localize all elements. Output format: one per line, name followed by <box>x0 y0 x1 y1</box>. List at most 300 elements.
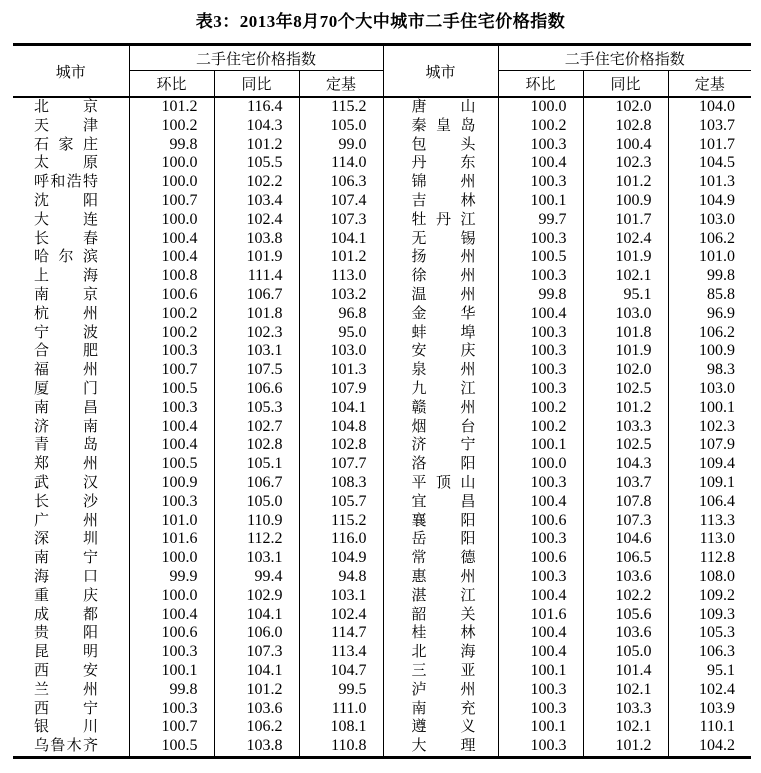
city-cell-text: 锦 州 <box>411 174 476 191</box>
city-cell-text: 西 安 <box>34 662 98 679</box>
base-cell: 106.3 <box>299 173 383 192</box>
mom-cell: 100.2 <box>129 305 214 324</box>
base-cell: 104.1 <box>299 399 383 418</box>
city-cell <box>383 399 498 418</box>
mom-cell: 100.0 <box>129 154 214 173</box>
city-cell-text: 呼 和 浩 特 <box>34 174 98 191</box>
base-cell: 85.8 <box>668 286 751 305</box>
mom-cell: 100.3 <box>498 568 583 587</box>
base-cell: 105.7 <box>299 493 383 512</box>
yoy-cell: 100.4 <box>583 136 668 155</box>
city-cell <box>383 136 498 155</box>
city-cell-text: 银 川 <box>34 719 98 736</box>
mom-cell: 100.4 <box>498 643 583 662</box>
mom-cell: 101.0 <box>129 512 214 531</box>
mom-cell: 100.4 <box>129 436 214 455</box>
mom-cell: 100.4 <box>498 154 583 173</box>
city-cell <box>13 324 129 343</box>
table-header <box>13 45 751 98</box>
city-cell <box>13 587 129 606</box>
city-cell-text: 济 南 <box>34 418 98 435</box>
city-cell-text: 天 津 <box>34 117 98 134</box>
city-cell-text: 南 京 <box>34 286 98 303</box>
base-cell: 103.0 <box>668 211 751 230</box>
mom-cell: 99.8 <box>129 136 214 155</box>
base-cell: 115.2 <box>299 512 383 531</box>
city-cell <box>13 117 129 136</box>
yoy-cell: 104.3 <box>214 117 299 136</box>
yoy-cell: 102.8 <box>214 436 299 455</box>
yoy-cell: 105.5 <box>214 154 299 173</box>
city-cell <box>383 342 498 361</box>
city-cell-text: 唐 山 <box>411 99 476 115</box>
yoy-cell: 106.7 <box>214 474 299 493</box>
city-cell <box>383 192 498 211</box>
city-cell <box>13 211 129 230</box>
base-cell: 110.1 <box>668 718 751 737</box>
mom-cell: 101.6 <box>129 530 214 549</box>
city-cell <box>383 154 498 173</box>
yoy-cell: 107.3 <box>583 512 668 531</box>
yoy-cell: 110.9 <box>214 512 299 531</box>
table-row <box>13 305 751 324</box>
base-cell: 104.9 <box>299 549 383 568</box>
city-cell <box>13 136 129 155</box>
yoy-cell: 101.2 <box>214 136 299 155</box>
mom-cell: 100.5 <box>129 455 214 474</box>
mom-cell: 101.6 <box>498 606 583 625</box>
city-cell-text: 牡 丹 江 <box>411 211 476 228</box>
city-cell <box>383 173 498 192</box>
city-cell-text: 海 口 <box>34 568 98 585</box>
city-cell-text: 哈 尔 滨 <box>34 249 98 266</box>
table-row <box>13 173 751 192</box>
mom-cell: 100.4 <box>129 606 214 625</box>
city-cell <box>383 549 498 568</box>
base-cell: 103.9 <box>668 700 751 719</box>
yoy-cell: 103.4 <box>214 192 299 211</box>
yoy-cell: 101.4 <box>583 662 668 681</box>
table-row <box>13 361 751 380</box>
mom-cell: 100.3 <box>129 399 214 418</box>
city-cell-text: 兰 州 <box>34 681 98 698</box>
table-row <box>13 154 751 173</box>
city-cell <box>13 399 129 418</box>
table-row <box>13 493 751 512</box>
city-cell-text: 泸 州 <box>411 681 476 698</box>
table-row <box>13 568 751 587</box>
city-cell-text: 韶 关 <box>411 606 476 623</box>
yoy-cell: 102.0 <box>583 361 668 380</box>
city-cell-text: 济 宁 <box>411 437 476 454</box>
table-row <box>13 700 751 719</box>
mom-cell: 99.8 <box>498 286 583 305</box>
col-header-base-left: 定基 <box>299 71 383 98</box>
price-index-table <box>13 43 751 759</box>
base-cell: 95.0 <box>299 324 383 343</box>
table-row <box>13 436 751 455</box>
yoy-cell: 106.0 <box>214 624 299 643</box>
city-cell <box>383 211 498 230</box>
base-cell: 104.5 <box>668 154 751 173</box>
table-row <box>13 530 751 549</box>
mom-cell: 100.7 <box>129 361 214 380</box>
city-cell <box>13 568 129 587</box>
mom-cell: 100.8 <box>129 267 214 286</box>
city-cell-text: 惠 州 <box>411 568 476 585</box>
col-header-city-left-label: 城市 <box>55 64 86 81</box>
city-cell <box>383 700 498 719</box>
city-cell-text: 成 都 <box>34 606 98 623</box>
yoy-cell: 103.7 <box>583 474 668 493</box>
yoy-cell: 104.1 <box>214 662 299 681</box>
city-cell-text: 平 顶 山 <box>411 474 476 491</box>
mom-cell: 100.3 <box>498 380 583 399</box>
city-cell-text: 长 沙 <box>34 493 98 510</box>
base-cell: 99.8 <box>668 267 751 286</box>
yoy-cell: 102.3 <box>583 154 668 173</box>
base-cell: 101.0 <box>668 248 751 267</box>
mom-cell: 100.3 <box>498 700 583 719</box>
city-cell-text: 北 海 <box>411 644 476 661</box>
city-cell <box>383 474 498 493</box>
mom-cell: 100.3 <box>498 342 583 361</box>
city-cell-text: 武 汉 <box>34 474 98 491</box>
yoy-cell: 103.6 <box>214 700 299 719</box>
yoy-cell: 107.5 <box>214 361 299 380</box>
yoy-cell: 102.4 <box>583 230 668 249</box>
yoy-cell: 103.3 <box>583 418 668 437</box>
base-cell: 107.7 <box>299 455 383 474</box>
mom-cell: 100.2 <box>498 399 583 418</box>
mom-cell: 100.1 <box>498 436 583 455</box>
table-row <box>13 248 751 267</box>
city-cell-text: 大 连 <box>34 211 98 228</box>
city-cell-text: 厦 门 <box>34 380 98 397</box>
table-row <box>13 211 751 230</box>
yoy-cell: 102.3 <box>214 324 299 343</box>
yoy-cell: 105.3 <box>214 399 299 418</box>
mom-cell: 100.3 <box>129 700 214 719</box>
yoy-cell: 103.6 <box>583 624 668 643</box>
city-cell-text: 长 春 <box>34 230 98 247</box>
city-cell-text: 乌 鲁 木 齐 <box>34 738 98 755</box>
city-cell <box>383 436 498 455</box>
city-cell <box>13 192 129 211</box>
city-cell-text: 吉 林 <box>411 192 476 209</box>
yoy-cell: 106.7 <box>214 286 299 305</box>
city-cell <box>13 436 129 455</box>
base-cell: 109.2 <box>668 587 751 606</box>
mom-cell: 100.3 <box>498 474 583 493</box>
base-cell: 103.7 <box>668 117 751 136</box>
yoy-cell: 102.1 <box>583 681 668 700</box>
table-row <box>13 136 751 155</box>
table-row <box>13 455 751 474</box>
city-cell-text: 湛 江 <box>411 587 476 604</box>
city-cell-text: 广 州 <box>34 512 98 529</box>
mom-cell: 100.3 <box>498 136 583 155</box>
base-cell: 109.1 <box>668 474 751 493</box>
city-cell-text: 岳 阳 <box>411 531 476 548</box>
city-cell <box>383 681 498 700</box>
yoy-cell: 102.8 <box>583 117 668 136</box>
city-cell <box>383 117 498 136</box>
city-cell <box>383 286 498 305</box>
base-cell: 94.8 <box>299 568 383 587</box>
col-header-index-left <box>129 45 383 71</box>
base-cell: 98.3 <box>668 361 751 380</box>
yoy-cell: 101.2 <box>583 399 668 418</box>
yoy-cell: 101.8 <box>583 324 668 343</box>
table-row <box>13 267 751 286</box>
city-cell <box>13 606 129 625</box>
yoy-cell: 102.7 <box>214 418 299 437</box>
mom-cell: 100.4 <box>498 305 583 324</box>
city-cell-text: 深 圳 <box>34 531 98 548</box>
table-row <box>13 681 751 700</box>
city-cell <box>13 455 129 474</box>
mom-cell: 100.3 <box>498 230 583 249</box>
base-cell: 99.5 <box>299 681 383 700</box>
mom-cell: 100.1 <box>498 192 583 211</box>
base-cell: 102.3 <box>668 418 751 437</box>
yoy-cell: 112.2 <box>214 530 299 549</box>
mom-cell: 100.4 <box>498 624 583 643</box>
base-cell: 104.1 <box>299 230 383 249</box>
city-cell-text: 扬 州 <box>411 249 476 266</box>
city-cell <box>13 305 129 324</box>
mom-cell: 100.5 <box>129 380 214 399</box>
base-cell: 101.7 <box>668 136 751 155</box>
mom-cell: 100.9 <box>129 474 214 493</box>
yoy-cell: 105.0 <box>583 643 668 662</box>
base-cell: 113.0 <box>299 267 383 286</box>
yoy-cell: 104.6 <box>583 530 668 549</box>
city-cell <box>383 587 498 606</box>
base-cell: 96.8 <box>299 305 383 324</box>
mom-cell: 100.1 <box>498 718 583 737</box>
city-cell-text: 赣 州 <box>411 399 476 416</box>
yoy-cell: 103.6 <box>583 568 668 587</box>
yoy-cell: 102.2 <box>583 587 668 606</box>
base-cell: 102.4 <box>668 681 751 700</box>
city-cell-text: 福 州 <box>34 362 98 379</box>
base-cell: 101.3 <box>299 361 383 380</box>
mom-cell: 100.6 <box>129 624 214 643</box>
city-cell <box>13 474 129 493</box>
base-cell: 99.0 <box>299 136 383 155</box>
yoy-cell: 103.0 <box>583 305 668 324</box>
mom-cell: 100.3 <box>498 324 583 343</box>
city-cell-text: 南 昌 <box>34 399 98 416</box>
yoy-cell: 106.5 <box>583 549 668 568</box>
city-cell-text: 徐 州 <box>411 268 476 285</box>
city-cell-text: 南 宁 <box>34 550 98 567</box>
yoy-cell: 104.1 <box>214 606 299 625</box>
mom-cell: 100.0 <box>129 211 214 230</box>
city-cell <box>383 418 498 437</box>
base-cell: 106.2 <box>668 324 751 343</box>
city-cell-text: 重 庆 <box>34 587 98 604</box>
table-row <box>13 662 751 681</box>
mom-cell: 100.4 <box>129 418 214 437</box>
base-cell: 113.4 <box>299 643 383 662</box>
header-row-group <box>13 45 751 71</box>
city-cell-text: 蚌 埠 <box>411 324 476 341</box>
table-row <box>13 399 751 418</box>
yoy-cell: 101.2 <box>214 681 299 700</box>
city-cell <box>383 248 498 267</box>
city-cell-text: 昆 明 <box>34 644 98 661</box>
base-cell: 108.0 <box>668 568 751 587</box>
table-row <box>13 380 751 399</box>
yoy-cell: 102.1 <box>583 718 668 737</box>
city-cell-text: 遵 义 <box>411 719 476 736</box>
base-cell: 100.1 <box>668 399 751 418</box>
table-row <box>13 230 751 249</box>
city-cell-text: 包 头 <box>411 136 476 153</box>
base-cell: 105.3 <box>668 624 751 643</box>
base-cell: 108.1 <box>299 718 383 737</box>
base-cell: 101.3 <box>668 173 751 192</box>
city-cell <box>13 662 129 681</box>
table-row <box>13 342 751 361</box>
city-cell <box>13 737 129 757</box>
base-cell: 105.0 <box>299 117 383 136</box>
base-cell: 107.4 <box>299 192 383 211</box>
base-cell: 103.0 <box>668 380 751 399</box>
yoy-cell: 104.3 <box>583 455 668 474</box>
base-cell: 104.9 <box>668 192 751 211</box>
base-cell: 103.1 <box>299 587 383 606</box>
mom-cell: 100.3 <box>129 493 214 512</box>
table-row <box>13 324 751 343</box>
city-cell-text: 青 岛 <box>34 437 98 454</box>
table-row <box>13 624 751 643</box>
city-cell <box>13 681 129 700</box>
yoy-cell: 102.5 <box>583 380 668 399</box>
mom-cell: 100.0 <box>498 455 583 474</box>
yoy-cell: 101.2 <box>583 173 668 192</box>
mom-cell: 100.2 <box>498 117 583 136</box>
mom-cell: 100.6 <box>498 512 583 531</box>
base-cell: 106.4 <box>668 493 751 512</box>
col-header-mom-right: 环比 <box>498 71 583 98</box>
mom-cell: 100.3 <box>498 530 583 549</box>
base-cell: 100.9 <box>668 342 751 361</box>
city-cell <box>383 718 498 737</box>
city-cell <box>13 230 129 249</box>
yoy-cell: 102.1 <box>583 267 668 286</box>
mom-cell: 100.4 <box>129 230 214 249</box>
city-cell <box>13 549 129 568</box>
mom-cell: 100.0 <box>129 549 214 568</box>
mom-cell: 100.1 <box>498 662 583 681</box>
city-cell-text: 常 德 <box>411 550 476 567</box>
base-cell: 96.9 <box>668 305 751 324</box>
yoy-cell: 103.8 <box>214 737 299 757</box>
table-row <box>13 549 751 568</box>
city-cell-text: 金 华 <box>411 305 476 322</box>
yoy-cell: 107.3 <box>214 643 299 662</box>
yoy-cell: 103.1 <box>214 549 299 568</box>
table-row <box>13 192 751 211</box>
city-cell <box>13 718 129 737</box>
city-cell-text: 南 充 <box>411 700 476 717</box>
city-cell <box>13 361 129 380</box>
yoy-cell: 101.9 <box>583 342 668 361</box>
col-header-index-right <box>498 45 751 71</box>
mom-cell: 100.3 <box>498 267 583 286</box>
city-cell-text: 洛 阳 <box>411 456 476 473</box>
city-cell-text: 宜 昌 <box>411 493 476 510</box>
city-cell-text: 贵 阳 <box>34 625 98 642</box>
mom-cell: 99.7 <box>498 211 583 230</box>
city-cell <box>383 305 498 324</box>
base-cell: 108.3 <box>299 474 383 493</box>
base-cell: 104.8 <box>299 418 383 437</box>
yoy-cell: 102.4 <box>214 211 299 230</box>
city-cell-text: 襄 阳 <box>411 512 476 529</box>
base-cell: 102.8 <box>299 436 383 455</box>
table-row <box>13 643 751 662</box>
col-header-mom-left: 环比 <box>129 71 214 98</box>
col-header-city-right-label: 城市 <box>425 64 456 81</box>
base-cell: 103.0 <box>299 342 383 361</box>
base-cell: 107.9 <box>668 436 751 455</box>
city-cell <box>383 643 498 662</box>
city-cell-text: 宁 波 <box>34 324 98 341</box>
city-cell <box>13 154 129 173</box>
col-header-index-right-label: 二手住宅价格指数 <box>564 51 685 68</box>
base-cell: 101.2 <box>299 248 383 267</box>
base-cell: 112.8 <box>668 549 751 568</box>
city-cell <box>13 512 129 531</box>
base-cell: 104.2 <box>668 737 751 757</box>
city-cell <box>383 530 498 549</box>
base-cell: 116.0 <box>299 530 383 549</box>
base-cell: 113.0 <box>668 530 751 549</box>
base-cell: 107.9 <box>299 380 383 399</box>
city-cell <box>13 267 129 286</box>
yoy-cell: 101.9 <box>583 248 668 267</box>
city-cell-text: 北 京 <box>34 99 98 115</box>
table-body <box>13 97 751 757</box>
city-cell-text: 合 肥 <box>34 343 98 360</box>
mom-cell: 100.4 <box>498 587 583 606</box>
mom-cell: 100.5 <box>129 737 214 757</box>
mom-cell: 100.2 <box>129 117 214 136</box>
yoy-cell: 105.6 <box>583 606 668 625</box>
city-cell <box>13 173 129 192</box>
city-cell-text: 大 理 <box>411 738 476 755</box>
city-cell <box>383 267 498 286</box>
table-title: 表3：2013年8月70个大中城市二手住宅价格指数 <box>195 12 566 31</box>
city-cell <box>13 624 129 643</box>
mom-cell: 100.2 <box>498 418 583 437</box>
yoy-cell: 107.8 <box>583 493 668 512</box>
base-cell: 115.2 <box>299 97 383 117</box>
mom-cell: 100.3 <box>498 737 583 757</box>
base-cell: 114.0 <box>299 154 383 173</box>
city-cell <box>383 624 498 643</box>
mom-cell: 99.9 <box>129 568 214 587</box>
city-cell <box>383 97 498 117</box>
col-header-base-right: 定基 <box>668 71 751 98</box>
city-cell <box>13 342 129 361</box>
mom-cell: 100.7 <box>129 192 214 211</box>
